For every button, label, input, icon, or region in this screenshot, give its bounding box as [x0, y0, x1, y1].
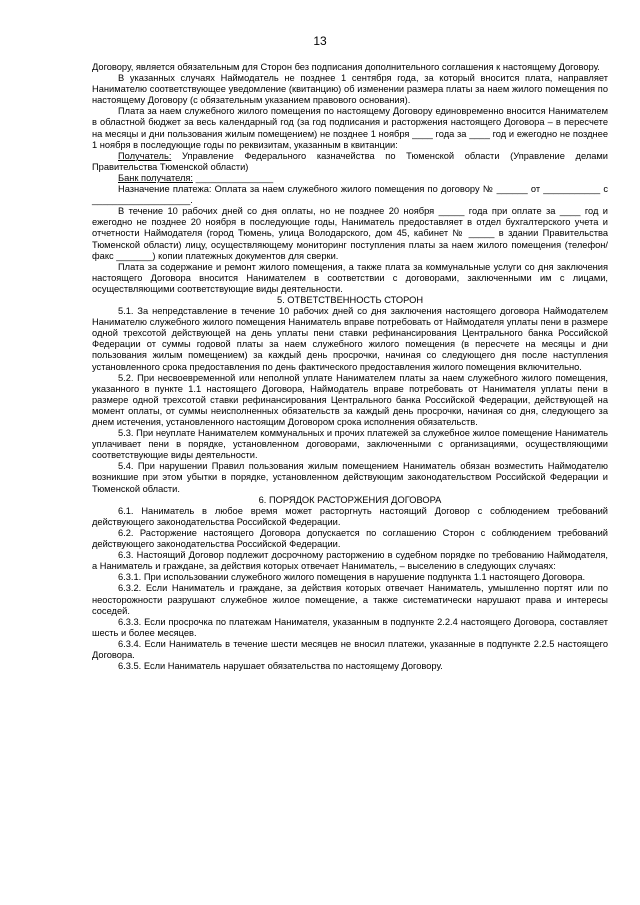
page-number: 13 — [313, 34, 327, 48]
bank-text: _______________ — [193, 172, 274, 183]
paragraph-maintenance-fee: Плата за содержание и ремонт жилого помещения, а также плата за коммунальные услуги со дня заключения настоящего Договора вносится Нанимателем в соответствии с договорами, заключенными им с лицами, осуществляющими соответствующие виды деятельности. — [92, 261, 608, 294]
clause-6-3-1: 6.3.1. При использовании служебного жилого помещения в нарушение подпункта 1.1 настоящего Договора. — [118, 572, 586, 583]
paragraph-contract-tail: Договору, является обязательным для Сторон без подписания дополнительного соглашения к настоящему Договору. — [92, 62, 600, 72]
paragraph-notice: В указанных случаях Наймодатель не позднее 1 сентября года, за который вносится плата, направляет Нанимателю соответствующее уведомление (квитанцию) об изменении размера платы за наем жилого помещения по настоящему Договору (с обязательным указанием правового основания). — [92, 73, 608, 106]
clause-6-3-3: 6.3.3. Если просрочка по платежам Нанимателя, указанным в подпункте 2.2.4 настоящего Договора, составляет шесть и более месяцев. — [92, 616, 608, 638]
clause-5-2: 5.2. При несвоевременной или неполной уплате Нанимателем платы за наем служебного жилого помещения, указанного в пункте 1.1 настоящего Договора, Наймодатель вправе потребовать от Нанимателя уплаты пени в размере одной трехсотой ставки рефинансирования Центрального банка Российской Федерации, действующей на момент оплаты, от суммы неисполненных обязательств за каждый день просрочки, начиная со дня, следующего за днем истечения, установленного настоящим Договором срока исполнения обязательств. — [92, 372, 608, 427]
paragraph-payment-purpose: Назначение платежа: Оплата за наем служебного жилого помещения по договору № ______ от ___________ с ___________________. — [92, 184, 608, 206]
clause-5-3: 5.3. При неуплате Нанимателем коммунальных и прочих платежей за служебное жилое помещение Наниматель уплачивает пени в порядке, установленном договорами, заключенными с организациями, осуществляющими соответствующие виды деятельности. — [92, 428, 608, 461]
clause-5-4: 5.4. При нарушении Правил пользования жилым помещением Наниматель обязан возместить Наймодателю возникшие при этом убытки в порядке, установленном действующим законодательством Российской Федерации и Тюменской области. — [92, 461, 608, 494]
paragraph-bank — [92, 173, 608, 184]
clause-6-3-5: 6.3.5. Если Наниматель нарушает обязательства по настоящему Договору. — [118, 661, 443, 672]
document-body — [92, 62, 608, 672]
paragraph-payment-terms: Плата за наем служебного жилого помещения по настоящему Договору единовременно вносится Нанимателем в областной бюджет за весь календарный год (за год подписания и расторжения настоящего Договора – в пересчете на месяцы и дни пользования жилым помещением) не позднее 1 ноября ____ года за ____ год и ежегодно не позднее 1 ноября в последующие годы по реквизитам, указанным в квитанции: — [92, 106, 608, 150]
paragraph-reconciliation: В течение 10 рабочих дней со дня оплаты, но не позднее 20 ноября _____ года при оплате за ____ год и ежегодно не позднее 20 ноября в последующие годы, Наниматель предоставляет в отдел бухгалтерского учета и отчетности Наймодателя (город Тюмень, улица Володарского, дом 45, кабинет № _____ в здании Правительства Тюменской области) лицу, осуществляющему мониторинг поступления платы за наем жилого помещения (телефон/факс _______) копии платежных документов для сверки. — [92, 206, 608, 261]
clause-6-3-2: 6.3.2. Если Наниматель и граждане, за действия которых отвечает Наниматель, умышленно портят или по неосторожности разрушают служебное жилое помещение, а также систематически нарушают права и интересы соседей. — [92, 583, 608, 616]
bank-label: Банк получателя: — [118, 172, 193, 183]
recipient-text: Управление Федерального казначейства по Тюменской области (Управление делами Правительства Тюменской области) — [92, 150, 608, 172]
clause-6-3: 6.3. Настоящий Договор подлежит досрочному расторжению в судебном порядке по требованию Наймодателя, а Наниматель и граждане, за действия которых отвечает Наниматель, – выселению в следующих случаях: — [92, 550, 608, 572]
section-heading-liability: 5. ОТВЕТСТВЕННОСТЬ СТОРОН — [276, 294, 424, 305]
paragraph-recipient — [92, 151, 608, 173]
recipient-label: Получатель: — [118, 150, 172, 161]
section-heading-termination: 6. ПОРЯДОК РАСТОРЖЕНИЯ ДОГОВОРА — [258, 494, 442, 505]
clause-6-3-4: 6.3.4. Если Наниматель в течение шести месяцев не вносил платежи, указанные в подпункте 2.2.5 настоящего Договора. — [92, 638, 608, 660]
clause-5-1: 5.1. За непредставление в течение 10 рабочих дней со дня заключения настоящего договора Наймодателем Нанимателю служебного жилого помещения Наниматель вправе потребовать от Наймодателя уплаты пени в размере одной трехсотой действующей на день уплаты пени ставки рефинансирования Центрального банка Российской Федерации от суммы годовой платы за наем служебного жилого помещения (в пересчете на месяцы и дни пользования жилым помещением) за каждый день просрочки, начиная со следующего дня после наступления установленного срока предоставления по день фактического предоставления жилого помещения включительно. — [92, 306, 608, 372]
clause-6-1: 6.1. Наниматель в любое время может расторгнуть настоящий Договор с соблюдением требований действующего законодательства Российской Федерации. — [92, 505, 608, 527]
clause-6-2: 6.2. Расторжение настоящего Договора допускается по соглашению Сторон с соблюдением требований действующего законодательства Российской Федерации. — [92, 527, 608, 550]
